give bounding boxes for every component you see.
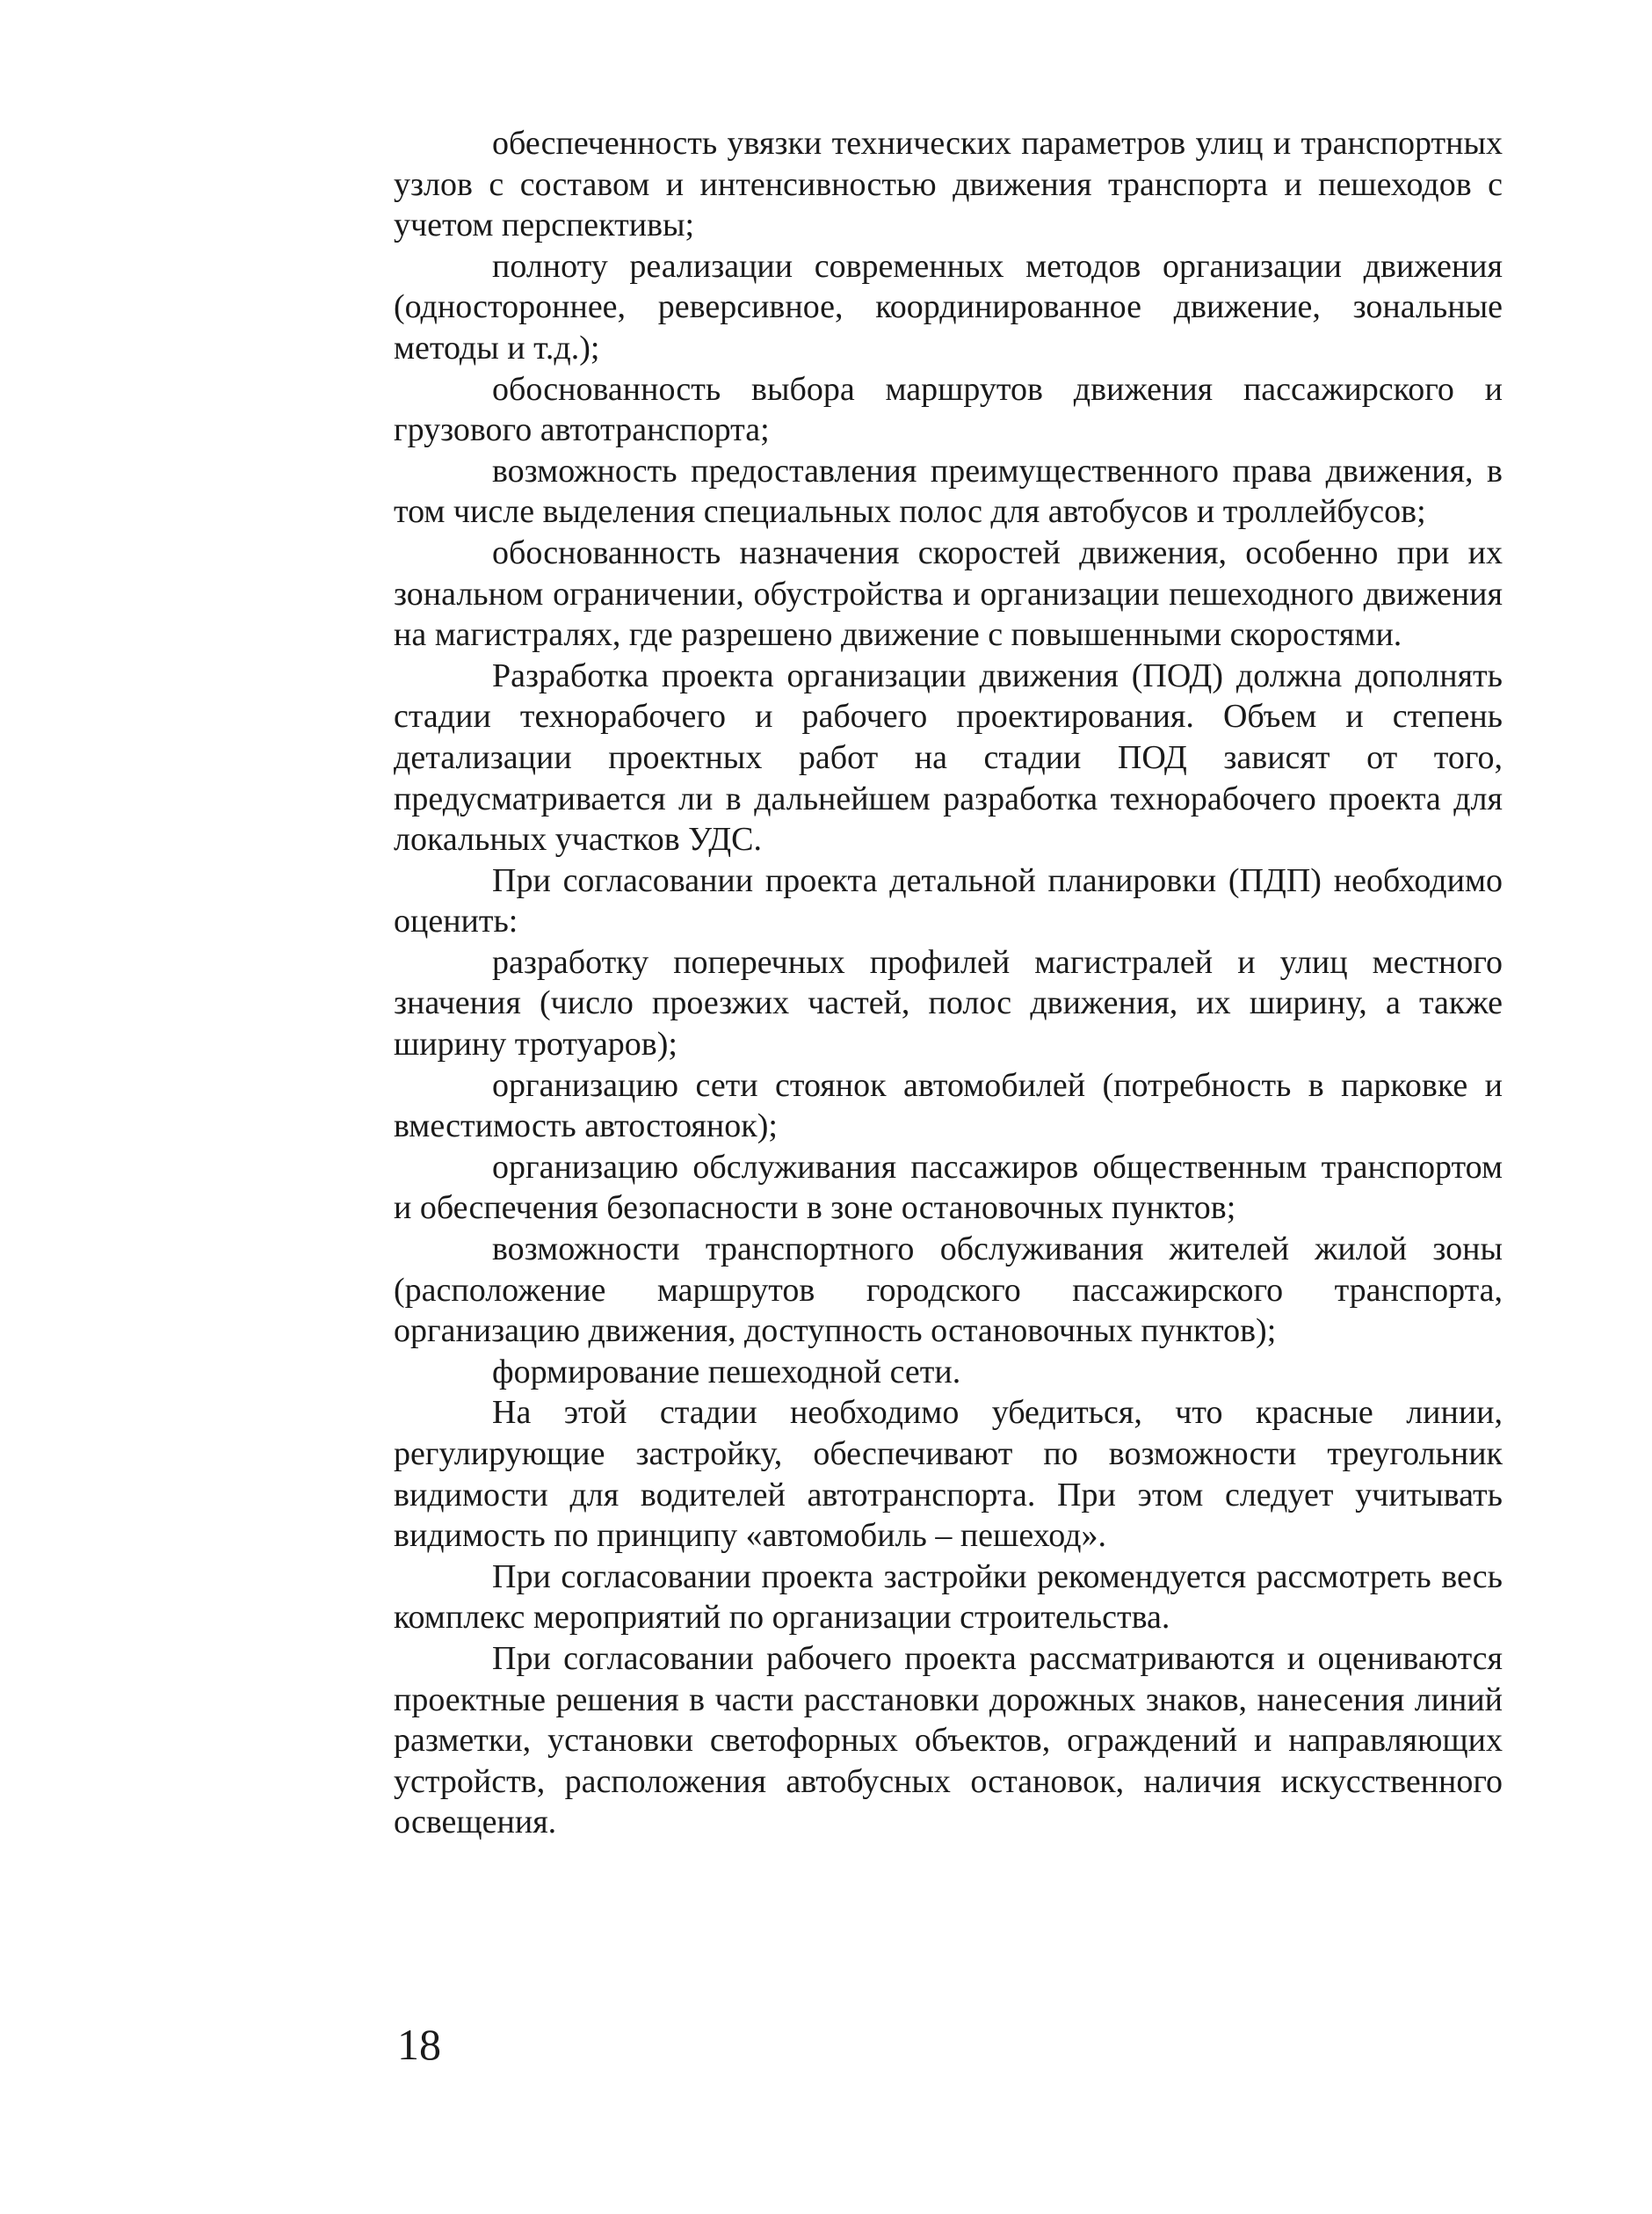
paragraph: возможности транспортного обслуживания жителей жилой зоны (расположение маршрутов городского пассажирского транспорта, организацию движения, доступность остановочных пунктов); xyxy=(394,1230,1503,1350)
paragraph: формирование пешеходной сети. xyxy=(492,1353,961,1390)
paragraph: При согласовании проекта детальной планировки (ПДП) необходимо оценить: xyxy=(394,861,1503,940)
paragraph: обоснованность выбора маршрутов движения пассажирского и грузового автотранспорта; xyxy=(394,370,1503,449)
body-text xyxy=(394,123,1503,1843)
paragraph: организацию сети стоянок автомобилей (потребность в парковке и вместимость автостоянок); xyxy=(394,1066,1503,1145)
page-number: 18 xyxy=(397,2020,441,2069)
paragraph: разработку поперечных профилей магистралей и улиц местного значения (число проезжих частей, полос движения, их ширину, а также ширину тротуаров); xyxy=(394,943,1503,1063)
paragraph: организацию обслуживания пассажиров общественным транспортом и обеспечения безопасности в зоне остановочных пунктов; xyxy=(394,1148,1503,1227)
paragraph: возможность предоставления преимущественного права движения, в том числе выделения специальных полос для автобусов и троллейбусов; xyxy=(394,452,1503,531)
paragraph: обоснованность назначения скоростей движения, особенно при их зональном ограничении, обустройства и организации пешеходного движения на магистралях, где разрешено движение с повышенными скоростями. xyxy=(394,534,1503,654)
paragraph: На этой стадии необходимо убедиться, что красные линии, регулирующие застройку, обеспечивают по возможности треугольник видимости для водителей автотранспорта. При этом следует учитывать видимость по принципу «автомобиль – пешеход». xyxy=(394,1394,1503,1555)
paragraph: При согласовании проекта застройки рекомендуется рассмотреть весь комплекс мероприятий по организации строительства. xyxy=(394,1557,1503,1637)
paragraph: обеспеченность увязки технических параметров улиц и транспортных узлов с составом и интенсивностью движения транспорта и пешеходов с учетом перспективы; xyxy=(394,125,1503,244)
paragraph: При согласовании рабочего проекта рассматриваются и оцениваются проектные решения в части расстановки дорожных знаков, нанесения линий разметки, установки светофорных объектов, ограждений и направляющих устройств, расположения автобусных остановок, наличия искусственного освещения. xyxy=(394,1639,1503,1841)
paragraph: полноту реализации современных методов организации движения (одностороннее, реверсивное, координированное движение, зональные методы и т.д.); xyxy=(394,247,1503,367)
paragraph: Разработка проекта организации движения (ПОД) должна дополнять стадии технорабочего и рабочего проектирования. Объем и степень детализации проектных работ на стадии ПОД зависят от того, предусматривается ли в дальнейшем разработка технорабочего проекта для локальных участков УДС. xyxy=(394,657,1503,859)
